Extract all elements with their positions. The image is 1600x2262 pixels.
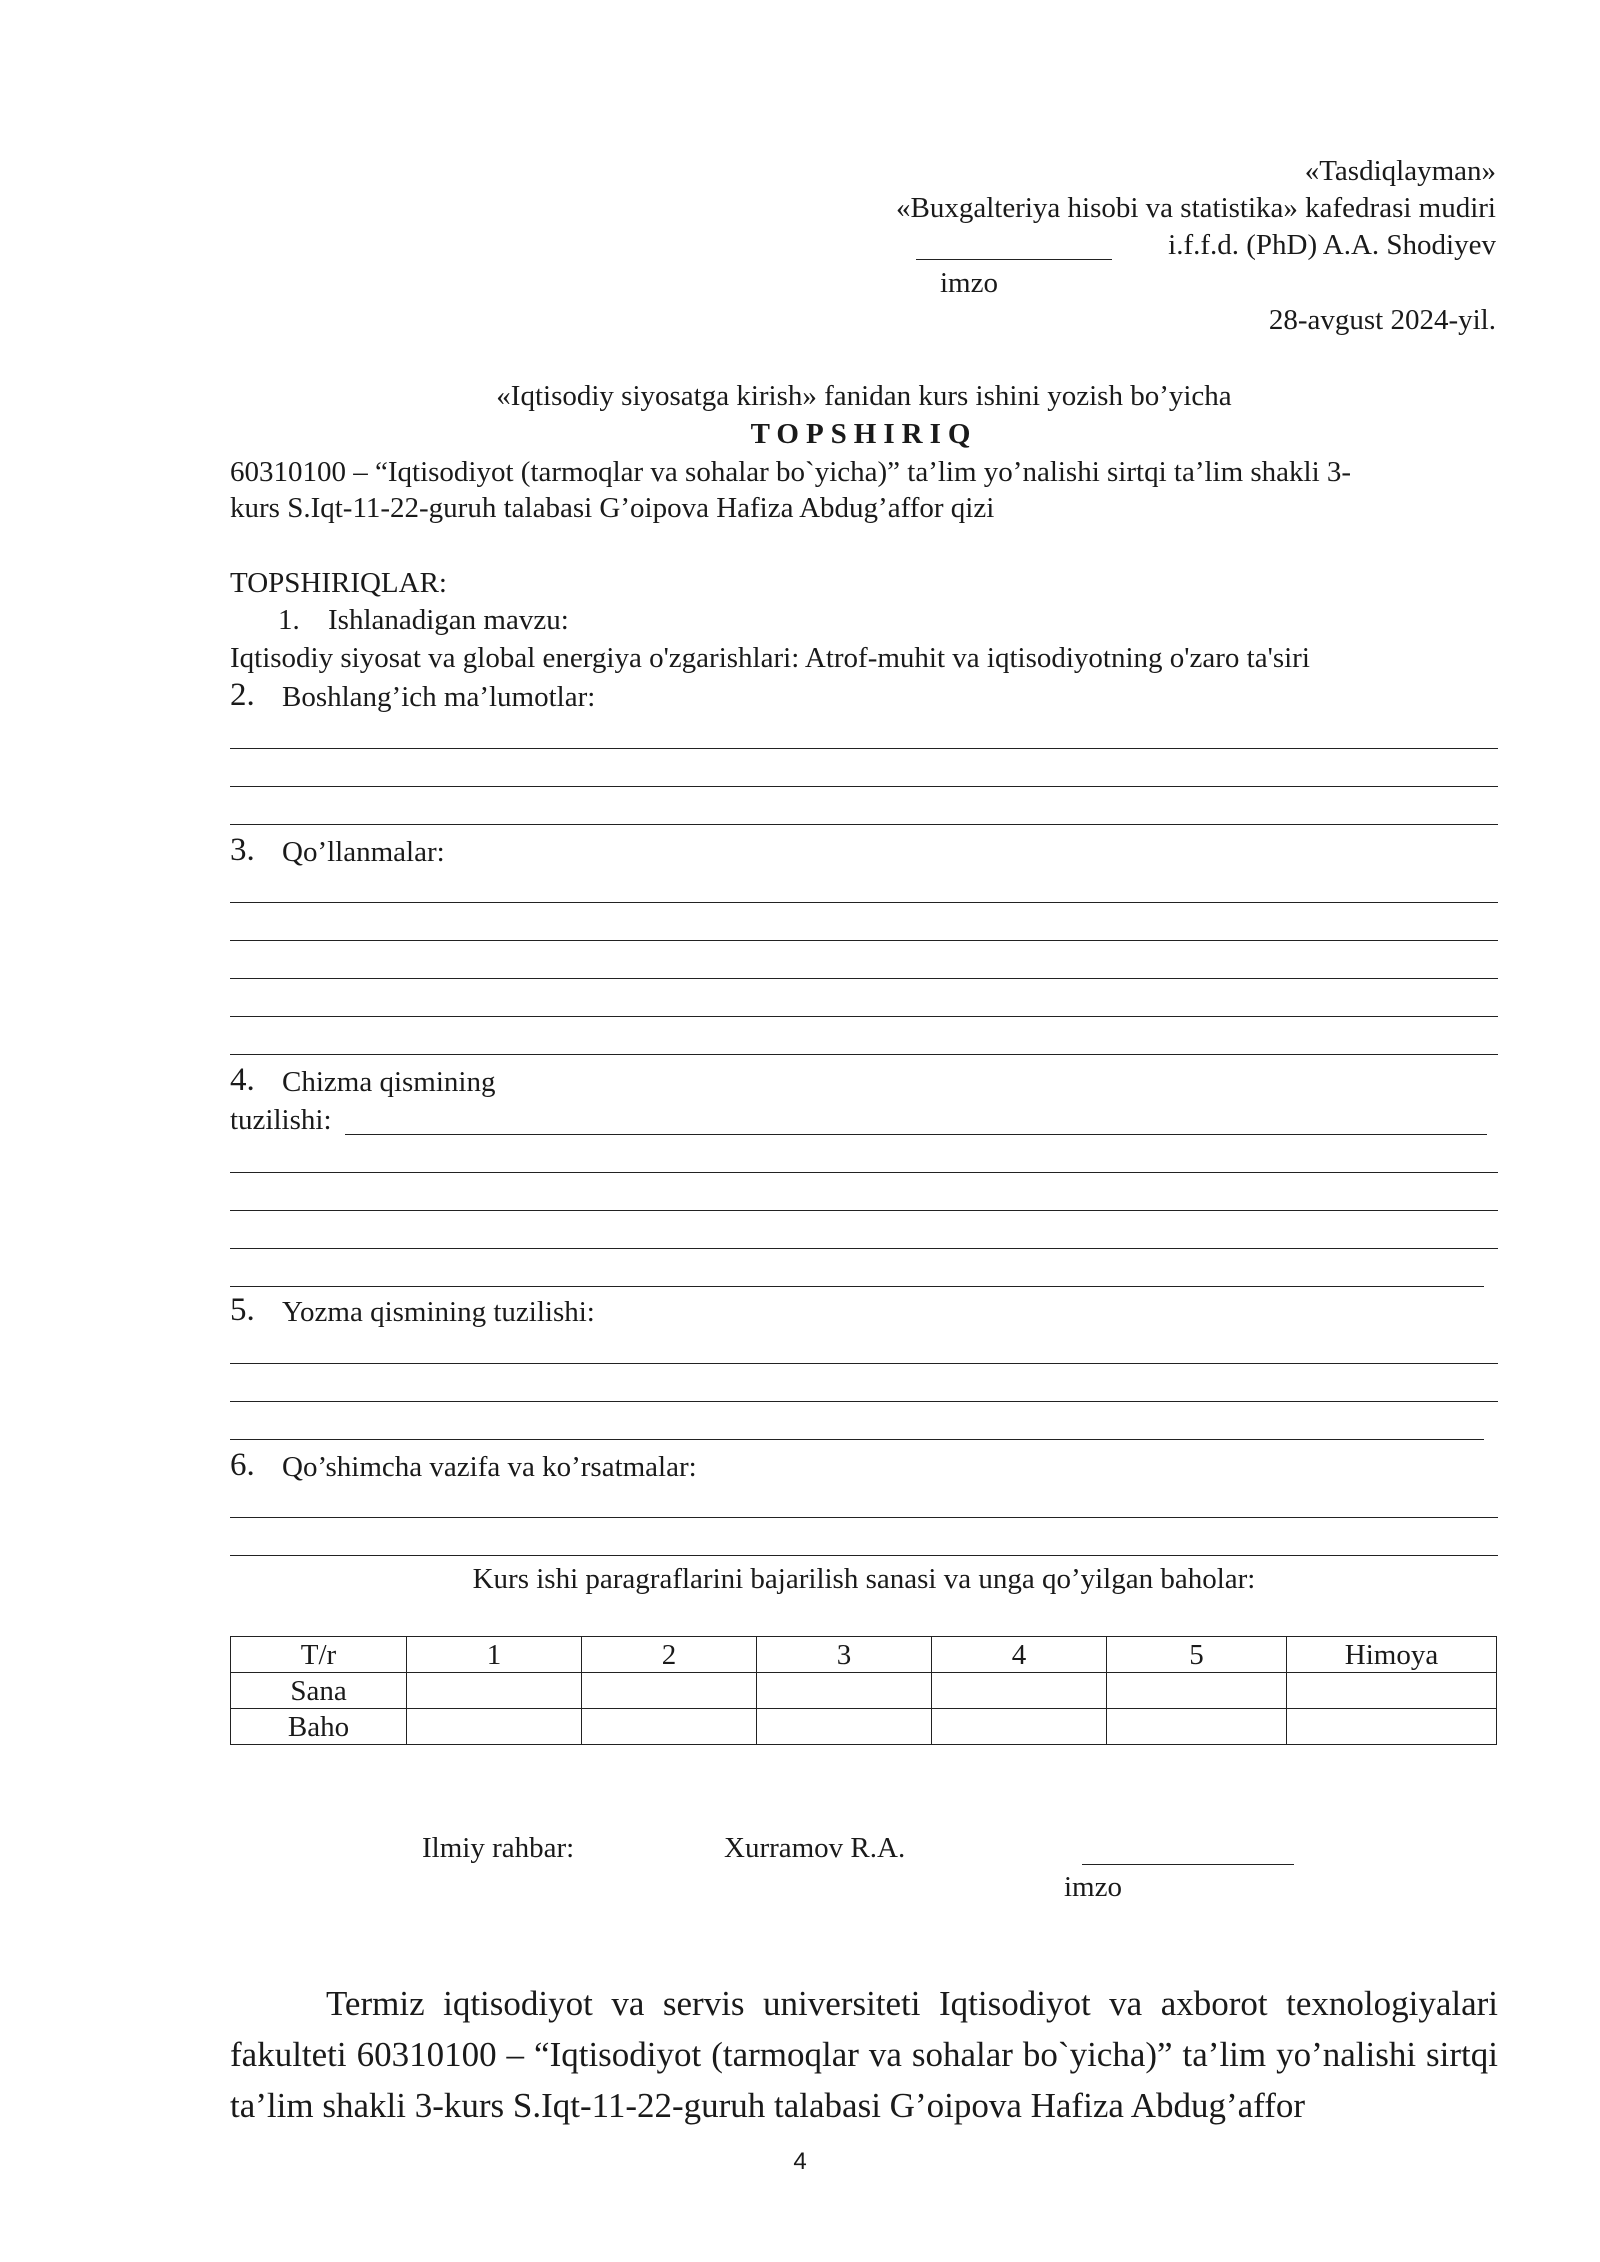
table-cell[interactable] — [932, 1673, 1107, 1709]
supervisor-name: Xurramov R.A. — [724, 1832, 906, 1864]
task-3-blank-line — [230, 1016, 1498, 1017]
department-head-line: «Buxgalteriya hisobi va statistika» kafedrasi mudiri — [895, 192, 1496, 224]
task-4-blank-line — [230, 1210, 1498, 1211]
task-4-blank-line — [230, 1286, 1484, 1287]
grades-row-baho — [231, 1709, 1497, 1745]
task-3-blank-line — [230, 902, 1498, 903]
bottom-paragraph — [230, 1978, 1498, 2131]
student-info-line-1: 60310100 – “Iqtisodiyot (tarmoqlar va sohalar bo`yicha)” ta’lim yo’nalishi sirtqi ta’lim shakli 3- — [230, 456, 1352, 488]
document-title: TOPSHIRIQ — [750, 418, 978, 450]
header-cell: 3 — [757, 1637, 932, 1673]
task-6-label: Qo’shimcha vazifa va ko’rsatmalar: — [282, 1451, 697, 1483]
tasks-header: TOPSHIRIQLAR: — [230, 567, 447, 599]
page-number: 4 — [793, 2148, 807, 2175]
approval-title: «Tasdiqlayman» — [1304, 155, 1496, 187]
table-cell[interactable] — [757, 1709, 932, 1745]
task-1-topic: Iqtisodiy siyosat va global energiya o'zgarishlari: Atrof-muhit va iqtisodiyotning o'zaro ta'siri — [230, 642, 1310, 674]
task-4-blank-line — [230, 1248, 1498, 1249]
task-2-label: Boshlang’ich ma’lumotlar: — [282, 681, 596, 713]
task-3-blank-line — [230, 1054, 1498, 1055]
task-4-blank-line — [230, 1172, 1498, 1173]
supervisor-signature-line — [1082, 1864, 1294, 1865]
task-1-number: 1. — [278, 604, 300, 636]
task-3-label: Qo’llanmalar: — [282, 836, 445, 868]
task-2-blank-line — [230, 824, 1498, 825]
task-2-blank-line — [230, 786, 1498, 787]
task-4-number: 4. — [230, 1062, 255, 1098]
task-5-blank-line — [230, 1439, 1484, 1440]
table-cell[interactable] — [1107, 1709, 1287, 1745]
table-cell[interactable] — [1287, 1709, 1497, 1745]
task-5-number: 5. — [230, 1292, 255, 1328]
header-cell: Himoya — [1287, 1637, 1497, 1673]
task-3-blank-line — [230, 940, 1498, 941]
header-cell: 2 — [582, 1637, 757, 1673]
head-signature-caption: imzo — [940, 267, 998, 299]
header-cell: 4 — [932, 1637, 1107, 1673]
supervisor-signature-caption: imzo — [1064, 1871, 1122, 1903]
task-2-blank-line — [230, 748, 1498, 749]
bottom-paragraph-text: Termiz iqtisodiyot va servis universiteti Iqtisodiyot va axborot texnologiyalari fakulteti 60310100 – “Iqtisodiyot (tarmoqlar va sohalar bo`yicha)” ta’lim yo’nalishi sirtqi ta’lim shakli 3-kurs S.Iqt-11-22-guruh talabasi G’oipova Hafiza Abdug’affor — [230, 1984, 1498, 2125]
supervisor-label: Ilmiy rahbar: — [422, 1832, 575, 1864]
task-4-label: Chizma qismining — [282, 1066, 496, 1098]
row-label-cell: Baho — [231, 1709, 407, 1745]
task-6-blank-line — [230, 1517, 1498, 1518]
task-4-label-continued: tuzilishi: — [230, 1104, 332, 1136]
header-cell: 1 — [407, 1637, 582, 1673]
table-cell[interactable] — [407, 1673, 582, 1709]
task-6-blank-line — [230, 1555, 1498, 1556]
table-cell[interactable] — [582, 1673, 757, 1709]
table-cell[interactable] — [1287, 1673, 1497, 1709]
approval-date: 28-avgust 2024-yil. — [1268, 304, 1496, 336]
subject-line: «Iqtisodiy siyosatga kirish» fanidan kurs ishini yozish bo’yicha — [496, 380, 1232, 412]
task-5-blank-line — [230, 1401, 1498, 1402]
header-cell: T/r — [231, 1637, 407, 1673]
table-cell[interactable] — [932, 1709, 1107, 1745]
header-cell: 5 — [1107, 1637, 1287, 1673]
table-cell[interactable] — [582, 1709, 757, 1745]
task-3-number: 3. — [230, 832, 255, 868]
grades-caption: Kurs ishi paragraflarini bajarilish sanasi va unga qo’yilgan baholar: — [472, 1563, 1256, 1595]
student-info-line-2: kurs S.Iqt-11-22-guruh talabasi G’oipova Hafiza Abdug’affor qizi — [230, 492, 995, 524]
task-1-label: Ishlanadigan mavzu: — [328, 604, 569, 636]
grades-row-sana — [231, 1673, 1497, 1709]
table-cell[interactable] — [1107, 1673, 1287, 1709]
task-2-number: 2. — [230, 677, 255, 713]
head-signature-line — [916, 259, 1112, 260]
task-4-blank-line — [345, 1134, 1487, 1135]
task-3-blank-line — [230, 978, 1498, 979]
grades-header-row — [231, 1637, 1497, 1673]
task-5-blank-line — [230, 1363, 1498, 1364]
head-name: i.f.f.d. (PhD) A.A. Shodiyev — [1168, 229, 1496, 261]
task-5-label: Yozma qismining tuzilishi: — [282, 1296, 595, 1328]
table-cell[interactable] — [407, 1709, 582, 1745]
table-cell[interactable] — [757, 1673, 932, 1709]
row-label-cell: Sana — [231, 1673, 407, 1709]
task-6-number: 6. — [230, 1447, 255, 1483]
grades-table — [230, 1636, 1497, 1745]
